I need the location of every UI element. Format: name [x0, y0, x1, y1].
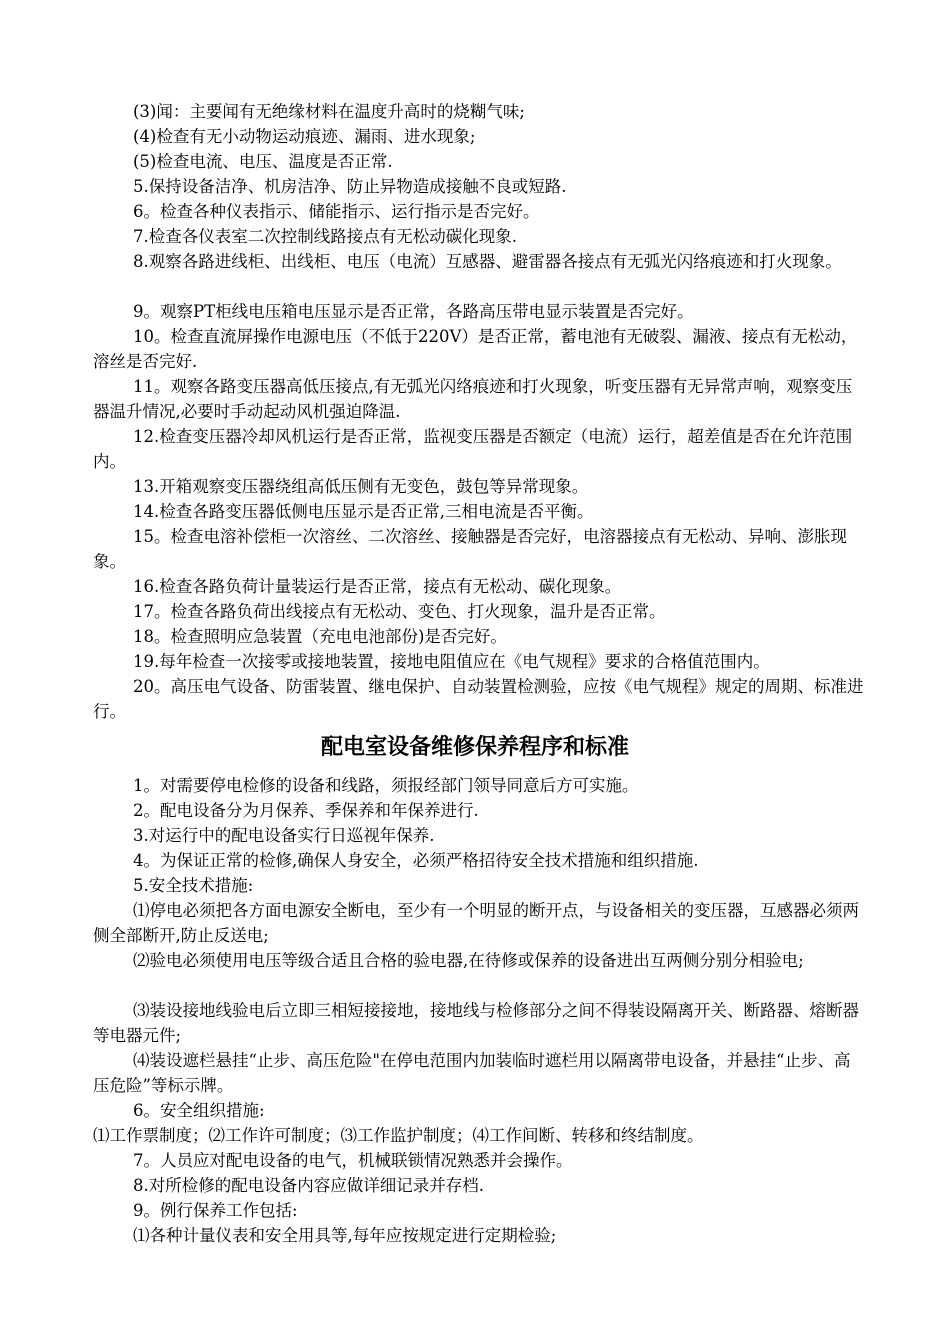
paragraph-11: 11。观察各路变压器高低压接点,有无弧光闪络痕迹和打火现象，听变压器有无异常声响，观察变压器温升情况,必要时手动起动风机强迫降温.	[93, 377, 853, 421]
maintenance-item-5: 5.安全技术措施:	[133, 876, 254, 895]
routine-item-1: ⑴各种计量仪表和安全用具等,每年应按规定进行定期检验;	[133, 1226, 557, 1245]
maintenance-item-9: 9。例行保养工作包括:	[133, 1201, 298, 1220]
maintenance-item-1: 1。对需要停电检修的设备和线路，须报经部门领导同意后方可实施。	[133, 776, 639, 795]
paragraph-17: 17。检查各路负荷出线接点有无松动、变色、打火现象，温升是否正常。	[133, 602, 666, 621]
paragraph-9: 9。观察PT柜线电压箱电压显示是否正常，各路高压带电显示装置是否完好。	[133, 302, 694, 321]
paragraph-8: 8.观察各路进线柜、出线柜、电压（电流）互感器、避雷器各接点有无弧光闪络痕迹和打火现象。	[133, 252, 842, 271]
paragraph-19: 19.每年检查一次接零或接地装置，接地电阻值应在《电气规程》要求的合格值范围内。	[133, 652, 770, 671]
section-title: 配电室设备维修保养程序和标准	[320, 735, 629, 760]
safety-org-list: ⑴工作票制度；⑵工作许可制度；⑶工作监护制度；⑷工作间断、转移和终结制度。	[93, 1126, 704, 1145]
paragraph-6: 6。检查各种仪表指示、储能指示、运行指示是否完好。	[133, 202, 540, 221]
paragraph-16: 16.检查各路负荷计量装运行是否正常，接点有无松动、碳化现象。	[133, 577, 622, 596]
maintenance-item-6: 6。安全组织措施:	[133, 1101, 265, 1120]
paragraph-item-5: (5)检查电流、电压、温度是否正常.	[133, 152, 393, 171]
paragraph-7: 7.检查各仪表室二次控制线路接点有无松动碳化现象.	[133, 227, 517, 246]
paragraph-item-3: (3)闻：主要闻有无绝缘材料在温度升高时的烧糊气味;	[133, 102, 525, 121]
safety-tech-item-1: ⑴停电必须把各方面电源安全断电，至少有一个明显的断开点，与设备相关的变压器，互感器必须两侧全部断开,防止反送电;	[93, 901, 859, 945]
paragraph-14: 14.检查各路变压器低侧电压显示是否正常,三相电流是否平衡。	[133, 502, 594, 521]
paragraph-5: 5.保持设备洁净、机房洁净、防止异物造成接触不良或短路.	[133, 177, 567, 196]
safety-tech-item-2: ⑵验电必须使用电压等级合适且合格的验电器,在待修或保养的设备进出互两侧分别分相验电;	[133, 951, 804, 970]
paragraph-13: 13.开箱观察变压器绕组高低压侧有无变色，鼓包等异常现象。	[133, 477, 589, 496]
paragraph-15: 15。检查电溶补偿柜一次溶丝、二次溶丝、接触器是否完好，电溶器接点有无松动、异响、澎胀现象。	[93, 527, 847, 571]
paragraph-10: 10。检查直流屏操作电源电压（不低于220V）是否正常，蓄电池有无破裂、漏液、接点有无松动，溶丝是否完好.	[93, 327, 858, 371]
safety-tech-item-4: ⑷装设遮栏悬挂“止步、高压危险"在停电范围内加装临时遮栏用以隔离带电设备，并悬挂“止步、高压危险”等标示牌。	[93, 1051, 851, 1095]
maintenance-item-8: 8.对所检修的配电设备内容应做详细记录并存档.	[133, 1176, 484, 1195]
paragraph-12: 12.检查变压器冷却风机运行是否正常，监视变压器是否额定（电流）运行，超差值是否在允许范围内。	[93, 427, 853, 471]
paragraph-18: 18。检查照明应急装置（充电电池部份)是否完好。	[133, 627, 507, 646]
paragraph-20: 20。高压电气设备、防雷装置、继电保护、自动装置检测验，应按《电气规程》规定的周期、标准进行。	[93, 677, 864, 721]
maintenance-item-7: 7。人员应对配电设备的电气，机械联锁情况熟悉并会操作。	[133, 1151, 573, 1170]
maintenance-item-4: 4。为保证正常的检修,确保人身安全，必须严格招待安全技术措施和组织措施.	[133, 851, 699, 870]
maintenance-item-2: 2。配电设备分为月保养、季保养和年保养进行.	[133, 801, 479, 820]
maintenance-item-3: 3.对运行中的配电设备实行日巡视年保养.	[133, 826, 435, 845]
safety-tech-item-3: ⑶装设接地线验电后立即三相短接接地，接地线与检修部分之间不得装设隔离开关、断路器、熔断器等电器元件;	[93, 1001, 859, 1045]
paragraph-item-4: (4)检查有无小动物运动痕迹、漏雨、进水现象;	[133, 127, 476, 146]
